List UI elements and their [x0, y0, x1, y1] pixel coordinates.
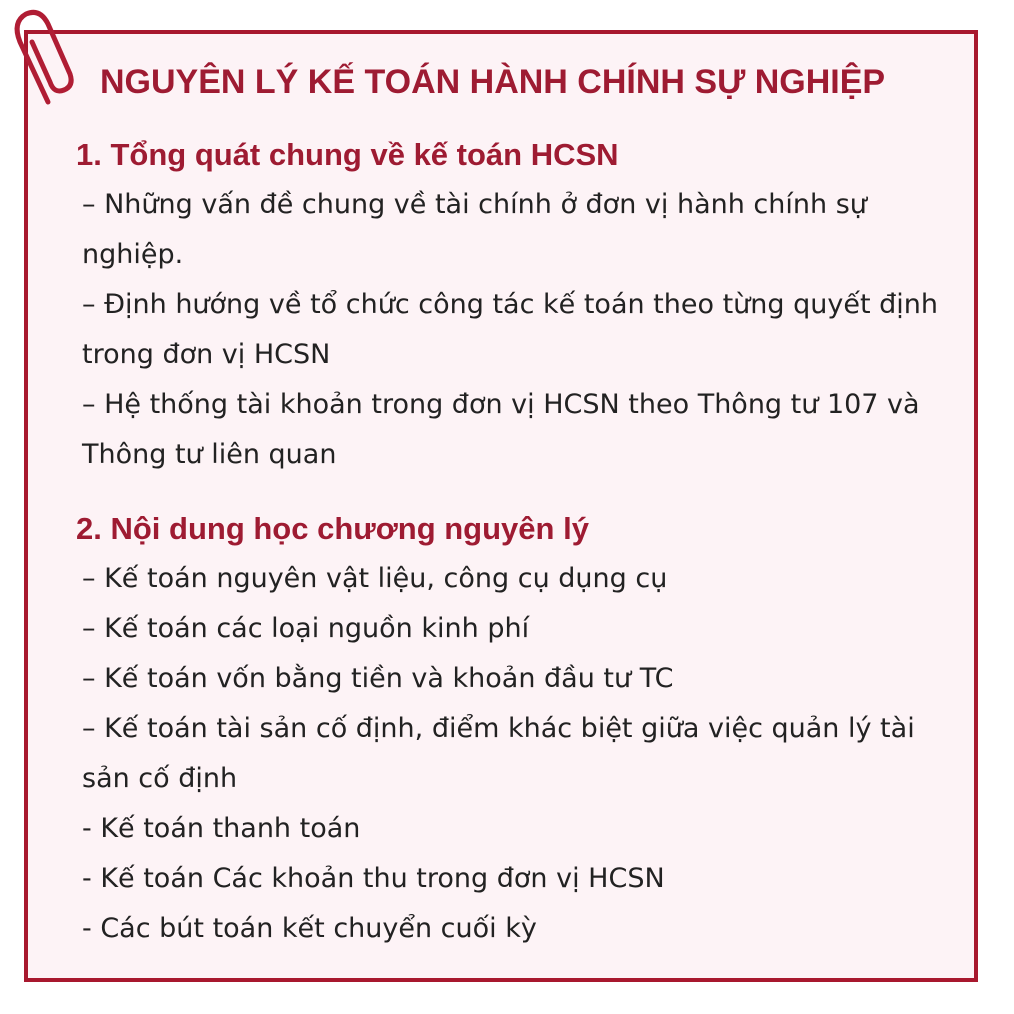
list-item: - Kế toán Các khoản thu trong đơn vị HCSN: [82, 863, 665, 894]
list-item: – Kế toán vốn bằng tiền và khoản đầu tư TC: [82, 663, 674, 694]
section-heading: 1. Tổng quát chung về kế toán HCSN: [76, 137, 619, 172]
list-item: – Kế toán tài sản cố định, điểm khác biệt giữa việc quản lý tài sản cố định: [82, 713, 915, 794]
list-item: – Định hướng về tổ chức công tác kế toán theo từng quyết định trong đơn vị HCSN: [82, 289, 938, 370]
section-spacer: [76, 480, 956, 504]
list-item: - Kế toán thanh toán: [82, 813, 361, 844]
page-title: NGUYÊN LÝ KẾ TOÁN HÀNH CHÍNH SỰ NGHIỆP: [100, 63, 886, 101]
content-body: [76, 130, 956, 954]
list-item: – Những vấn đề chung về tài chính ở đơn vị hành chính sự nghiệp.: [82, 189, 867, 270]
list-item: – Kế toán nguyên vật liệu, công cụ dụng cụ: [82, 563, 668, 594]
list-item: – Kế toán các loại nguồn kinh phí: [82, 613, 530, 644]
section-heading: 2. Nội dung học chương nguyên lý: [76, 511, 589, 546]
list-item: – Hệ thống tài khoản trong đơn vị HCSN theo Thông tư 107 và Thông tư liên quan: [82, 389, 920, 470]
section-list: [76, 180, 956, 480]
section-content: [76, 504, 956, 954]
paperclip-icon: [4, 2, 84, 110]
list-item: - Các bút toán kết chuyển cuối kỳ: [82, 913, 537, 944]
section-list: [76, 554, 956, 954]
section-overview: [76, 130, 956, 480]
